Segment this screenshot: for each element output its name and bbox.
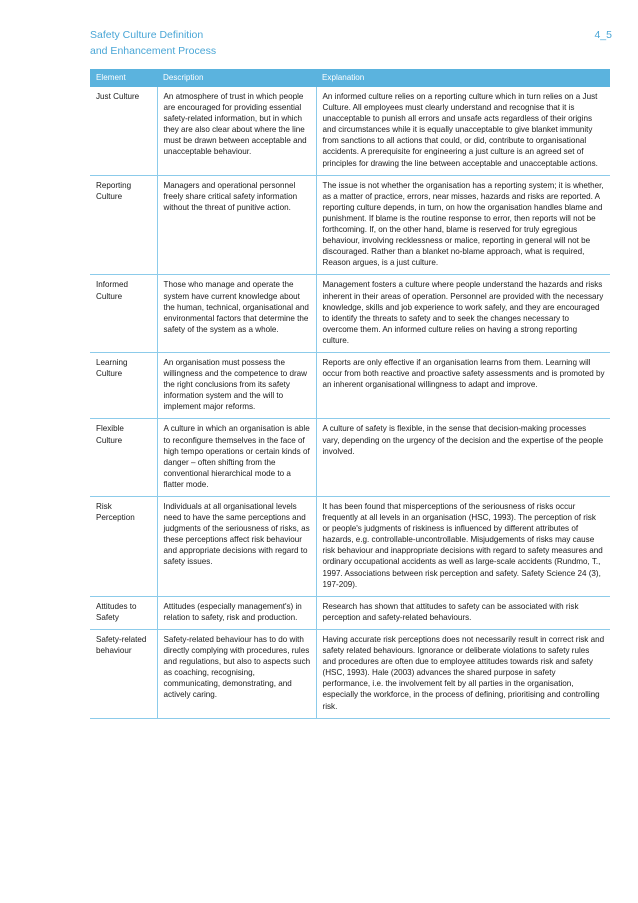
safety-culture-table xyxy=(90,69,610,719)
column-header-explanation: Explanation xyxy=(316,69,610,87)
table-row xyxy=(90,497,610,597)
column-header-description: Description xyxy=(157,69,316,87)
cell-explanation: The issue is not whether the organisation has a reporting system; it is whether, as a matter of practice, errors, near misses, hazards and risks are reported. A reporting culture depends, in turn, on how the organisation handles blame and punishment. If blame is the routine response to error, then reports will not be forthcoming. If, on the other hand, blame is reserved for truly egregious behaviour, involving recklessness or malice, reporting in general will not be discouraged. Rather than a blanket no-blame approach, what is required, Reason argues, is a just culture. xyxy=(316,175,610,275)
table-row xyxy=(90,352,610,418)
page-number: 4_5 xyxy=(594,29,612,41)
header-title-line2: and Enhancement Process xyxy=(90,45,217,57)
column-header-element: Element xyxy=(90,69,157,87)
cell-element: Informed Culture xyxy=(90,275,157,353)
cell-element: Safety-related behaviour xyxy=(90,629,157,718)
table-header-row xyxy=(90,69,610,87)
table-row xyxy=(90,87,610,175)
cell-explanation: Having accurate risk perceptions does not necessarily result in correct risk and safety related behaviours. Ignorance or deliberate violations to safety rules and procedures are often due to employee attitudes towards risk and safety (HSC, 1993). Hale (2003) advances the shared purpose in safety performance, i.e. the involvement felt by all parties in the organisation, especially the workforce, in the process of defining, prioritising and controlling risk. xyxy=(316,629,610,718)
table-row xyxy=(90,175,610,275)
cell-description: An atmosphere of trust in which people are encouraged for providing essential safety-related information, but in which they are also clear about where the line must be drawn between acceptable and unacceptable behaviour. xyxy=(157,87,316,175)
cell-element: Just Culture xyxy=(90,87,157,175)
header-title-line1: Safety Culture Definition xyxy=(90,29,204,41)
table-row xyxy=(90,275,610,353)
cell-element: Learning Culture xyxy=(90,352,157,418)
cell-element: Risk Perception xyxy=(90,497,157,597)
cell-element: Reporting Culture xyxy=(90,175,157,275)
cell-element: Attitudes to Safety xyxy=(90,596,157,629)
cell-explanation: It has been found that misperceptions of the seriousness of risks occur frequently at all levels in an organisation (HSC, 1993). The perception of risk or people's judgments of riskiness is influenced by different attributes of hazards, e.g. controllable-uncontrollable. Misjudgements of risks may cause risk behaviour and inappropriate decisions with regard to safety measures and ordinary occupational accidents as well as large-scale accidents (Rundmo, T., 1997. Associations between risk perception and safety. Safety Science 24 (3), 197-209). xyxy=(316,497,610,597)
cell-description: Those who manage and operate the system have current knowledge about the human, technical, organisational and environmental factors that determine the safety of the system as a whole. xyxy=(157,275,316,353)
table-row xyxy=(90,419,610,497)
cell-explanation: A culture of safety is flexible, in the sense that decision-making processes vary, depending on the urgency of the decision and the expertise of the people involved. xyxy=(316,419,610,497)
cell-description: An organisation must possess the willingness and the competence to draw the right conclusions from its safety information system and the will to implement major reforms. xyxy=(157,352,316,418)
cell-description: Individuals at all organisational levels need to have the same perceptions and judgments of the seriousness of risks, as these perceptions affect risk behaviour and appropriate decisions with regard to safety issues. xyxy=(157,497,316,597)
table-row xyxy=(90,596,610,629)
cell-description: Managers and operational personnel freely share critical safety information without the threat of punitive action. xyxy=(157,175,316,275)
cell-element: Flexible Culture xyxy=(90,419,157,497)
cell-explanation: Research has shown that attitudes to safety can be associated with risk perception and safety-related behaviours. xyxy=(316,596,610,629)
table-row xyxy=(90,629,610,718)
cell-explanation: An informed culture relies on a reporting culture which in turn relies on a Just Culture. All employees must clearly understand and recognise that it is unacceptable to punish all errors and unsafe acts regardless of their origins and circumstances while it is equally unacceptable to give blanket immunity from sanctions to all actions that could, or did, contribute to organisational accidents. A prerequisite for engineering a just culture is an agreed set of principles for drawing the line between acceptable and unacceptable actions. xyxy=(316,87,610,175)
cell-description: A culture in which an organisation is able to reconfigure themselves in the face of high tempo operations or certain kinds of danger – often shifting from the conventional hierarchical mode to a flatter mode. xyxy=(157,419,316,497)
cell-explanation: Management fosters a culture where people understand the hazards and risks inherent in their areas of operation. Personnel are provided with the necessary knowledge, skills and job experience to work safely, and they are encouraged to identify the threats to safety and to seek the changes necessary to overcome them. An informed culture relies on having a strong reporting culture. xyxy=(316,275,610,353)
cell-description: Safety-related behaviour has to do with directly complying with procedures, rules and regulations, but also to aspects such as coaching, recognising, communicating, demonstrating, and actively caring. xyxy=(157,629,316,718)
cell-description: Attitudes (especially management's) in relation to safety, risk and production. xyxy=(157,596,316,629)
cell-explanation: Reports are only effective if an organisation learns from them. Learning will occur from both reactive and proactive safety assessments and is promoted by an inherent organisational willingness to adapt and improve. xyxy=(316,352,610,418)
page-header xyxy=(90,27,612,61)
